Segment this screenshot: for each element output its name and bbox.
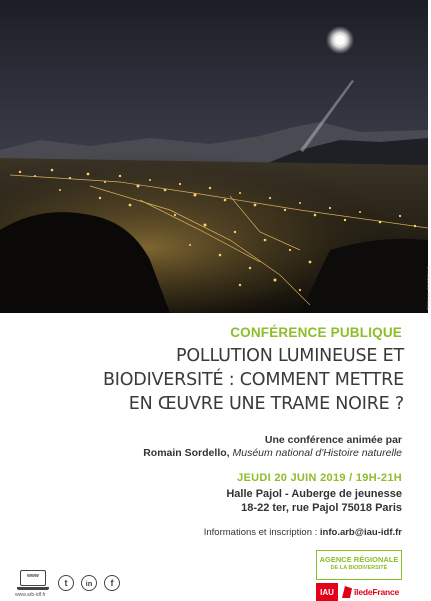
event-date: JEUDI 20 JUIN 2019 / 19H-21H	[237, 472, 402, 484]
linkedin-icon[interactable]: in	[81, 575, 97, 591]
info-line	[204, 527, 402, 538]
laptop-icon	[19, 570, 47, 592]
conference-title	[4, 344, 404, 416]
info-email-link[interactable]: info.arb@iau-idf.fr	[319, 527, 402, 538]
event-kicker: CONFÉRENCE PUBLIQUE	[230, 325, 402, 340]
twitter-icon[interactable]: t	[58, 575, 74, 591]
iledefrance-logo	[342, 584, 399, 600]
title-line-1: POLLUTION LUMINEUSE ET	[175, 346, 404, 366]
arb-logo	[316, 550, 402, 580]
photo-credit: ©FRAMA SORDELLO	[426, 265, 431, 310]
iau-logo: IAU	[316, 583, 338, 601]
speaker-lead: Une conférence animée par	[264, 434, 402, 446]
iledefrance-logo-text: îledeFrance	[354, 587, 400, 597]
venue-name: Halle Pajol - Auberge de jeunesse	[226, 488, 402, 500]
facebook-icon[interactable]: f	[104, 575, 120, 591]
title-line-3: EN ŒUVRE UNE TRAME NOIRE ?	[128, 394, 404, 414]
website-link[interactable]: www.arb-idf.fr	[15, 592, 46, 598]
laptop-www-label: www	[27, 573, 39, 579]
info-label: Informations et inscription :	[203, 527, 318, 538]
arb-logo-line-2: DE LA BIODIVERSITÉ	[330, 565, 388, 571]
speaker-name: Romain Sordello,	[143, 447, 230, 459]
speaker-block	[143, 434, 402, 460]
speaker-org: Muséum national d'Histoire naturelle	[232, 447, 402, 459]
poster-text-area	[0, 313, 428, 600]
venue-block	[226, 487, 402, 515]
title-line-2: BIODIVERSITÉ : COMMENT METTRE	[102, 370, 404, 390]
arb-logo-line-1: AGENCE RÉGIONALE	[319, 555, 399, 564]
iledefrance-mark-icon	[342, 586, 352, 598]
venue-address: 18-22 ter, rue Pajol 75018 Paris	[241, 502, 402, 514]
